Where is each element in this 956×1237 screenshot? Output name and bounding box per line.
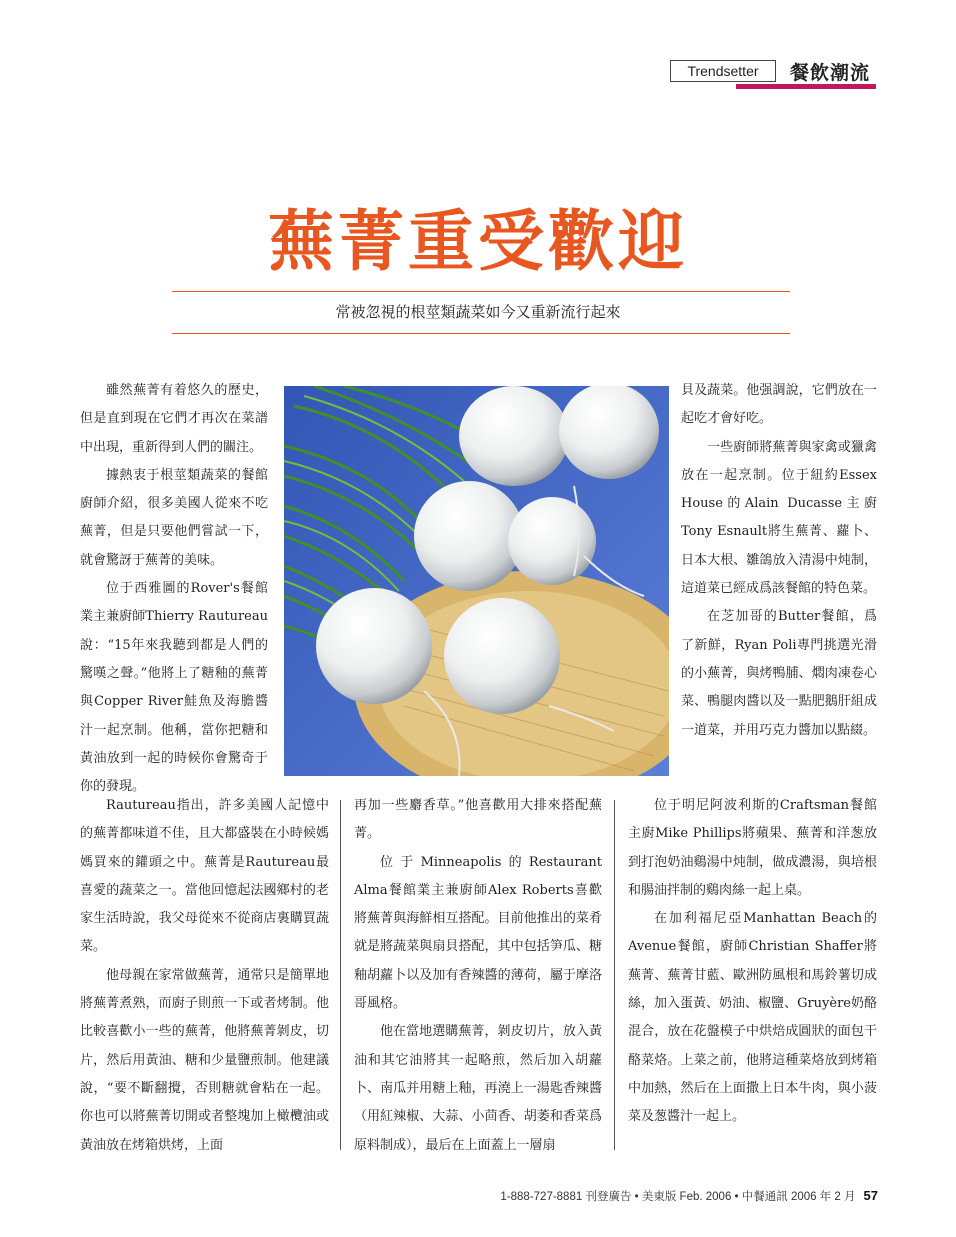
section-title: 餐飲潮流 [790,62,871,84]
page-footer [460,1188,878,1204]
paragraph: 他母親在家常做蕪菁，通常只是簡單地將蕪菁煮熟，而廚子則煎一下或者烤制。他比較喜歡小一些的蕪菁，他將蕪菁剝皮，切片，然后用黃油、糖和少量鹽煎制。他建議說，“要不斷翻攪，否則糖就會粘在一起。你也可以將蕪菁切開或者整塊加上橄欖油或黃油放在烤箱烘烤，上面 [80,967,329,1153]
paragraph: 一些廚師將蕪菁與家禽或獵禽放在一起烹制。位于紐約Essex House的Alain Ducasse主廚Tony Esnault將生蕪菁、蘿卜、日本大根、雛鴿放入清湯中炖制，這道菜已經成爲該餐館的特色菜。 [681,439,877,597]
paragraph: 他在當地選購蕪菁，剝皮切片，放入黃油和其它油將其一起略煎，然后加入胡蘿卜、南瓜并用糖上釉，再澆上一湯匙香辣醬（用紅辣椒、大蒜、小茴香、胡萎和香菜爲原料制成），最后在上面蓋上一層扇 [354,1024,602,1153]
paragraph: Rautureau指出，許多美國人記憶中的蕪菁都味道不佳，且大都盛裝在小時候媽媽買來的鑵頭之中。蕪菁是Rautureau最喜愛的蔬菜之一。當他回憶起法國鄉村的老家生活時說，我父母從來不從商店裏購買蔬菜。 [80,798,329,955]
article-title: 蕪菁重受歡迎 [268,202,688,280]
title-rule-top [172,291,790,292]
paragraph: 位于明尼阿波利斯的Craftsman餐館主廚Mike Phillips將蘋果、蕪菁和洋葱放到打泡奶油鷄湯中炖制，做成濃湯，與培根和腸油拌制的鷄肉絲一起上桌。 [628,798,877,898]
page-number: 57 [863,1188,878,1203]
col2-bottom-text [354,792,602,1160]
section-tag: Trendsetter [670,60,776,82]
paragraph: 貝及蔬菜。他强調說，它們放在一起吃才會好吃。 [681,383,877,427]
turnip-illustration [284,386,669,776]
col1-top-text [80,377,268,801]
paragraph: 據熱衷于根莖類蔬菜的餐館廚師介紹，很多美國人從來不吃蕪菁，但是只要他們嘗試一下，就會驚訝于蕪菁的美味。 [80,467,268,568]
paragraph: 雖然蕪菁有着悠久的歷史，但是直到現在它們才再次在菜譜中出現，重新得到人們的關注。 [80,383,268,455]
header-accent-bar [736,84,876,89]
col1-bottom-text [80,792,329,1160]
paragraph: 在加利福尼亞Manhattan Beach的Avenue餐館，廚師Christian Shaffer將蕪菁、蕪菁甘藍、歐洲防風根和馬鈴薯切成絲，加入蛋黃、奶油、椒鹽、Gruyère奶酪混合，放在花盤模子中烘焙成圓狀的面包干酪菜烙。上菜之前，他將這種菜烙放到烤箱中加熱，然后在上面撒上日本牛肉，與小菠菜及葱醬汁一起上。 [628,911,877,1125]
col3-top-text [681,377,877,745]
article-subtitle: 常被忽視的根莖類蔬菜如今又重新流行起來 [335,303,621,321]
title-rule-bottom [172,333,790,334]
paragraph: 再加一些麝香草。”他喜歡用大排來搭配蕪菁。 [354,798,602,842]
column-divider [614,800,615,1150]
paragraph: 位于Minneapolis的Restaurant Alma餐館業主兼廚師Alex Roberts喜歡將蕪菁與海鮮相互搭配。目前他推出的菜肴就是將蔬菜與扇貝搭配，其中包括笋瓜、糖釉胡蘿卜以及加有香辣醬的薄荷，屬于摩洛哥風格。 [354,854,602,1012]
turnip-photo [284,386,669,776]
paragraph: 在芝加哥的Butter餐館，爲了新鮮，Ryan Poli專門挑選光滑的小蕪菁，與烤鴨脯、燜肉凍卷心菜、鴨腿肉醬以及一點肥鵝肝組成一道菜，并用巧克力醬加以點綴。 [681,609,877,738]
footer-info: 1-888-727-8881 刊登廣告 • 美東版 Feb. 2006 • 中餐通訊 2006 年 2 月 [500,1191,856,1203]
column-divider [340,800,341,1150]
paragraph: 位于西雅圖的Rover's餐館業主兼廚師Thierry Rautureau說：“15年來我聽到都是人們的驚嘆之聲。”他將上了糖釉的蕪菁與Copper River鮭魚及海膽醬汁一起烹制。他稱，當你把糖和黃油放到一起的時候你會驚奇于你的發現。 [80,581,268,795]
col3-bottom-text [628,792,877,1132]
